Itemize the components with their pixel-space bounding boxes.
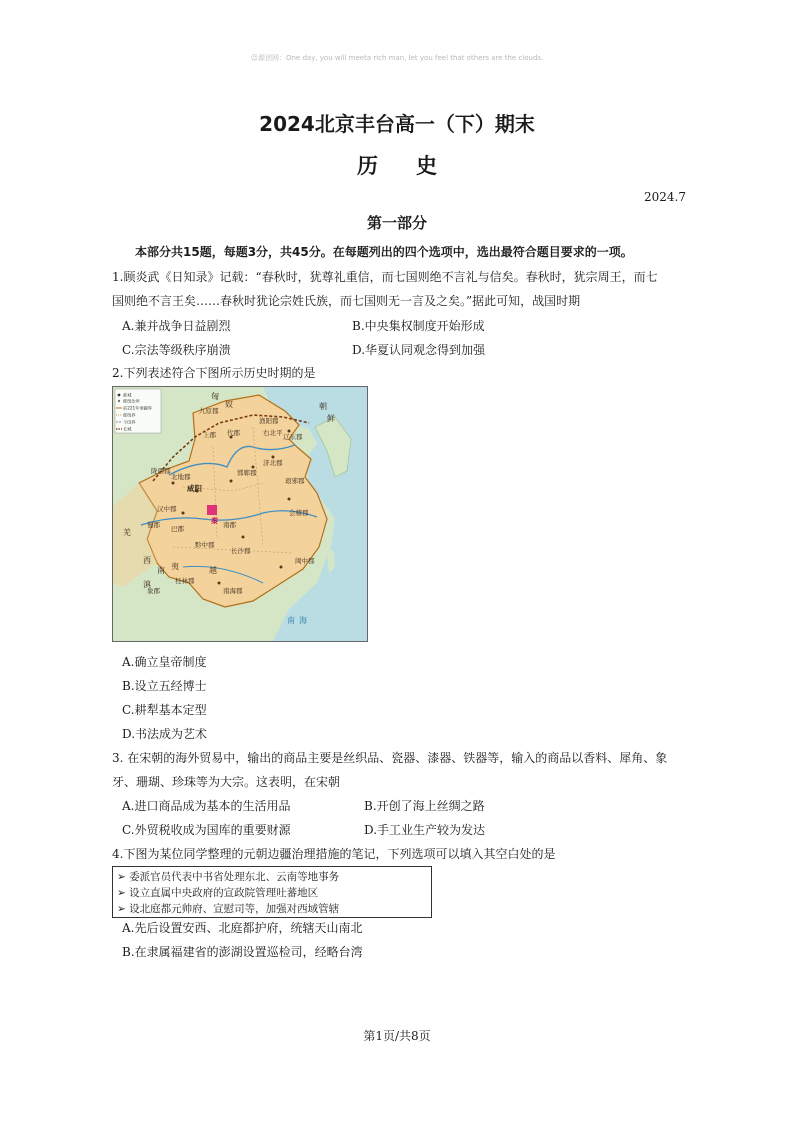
legend-great-wall: 长城 (123, 426, 132, 432)
label-sea-1: 南 (287, 616, 295, 625)
arrow-bullet-icon: ➢ (117, 871, 130, 883)
label-handan: 邯郸郡 (237, 469, 257, 477)
legend-seat: 郡级治所 (123, 398, 140, 404)
q1-option-b[interactable]: B.中央集权制度开始形成 (352, 319, 485, 333)
label-sea-2: 海 (299, 616, 307, 625)
q3-option-b[interactable]: B.开创了海上丝绸之路 (364, 799, 485, 813)
arrow-bullet-icon: ➢ (117, 887, 130, 899)
q2-option-a[interactable]: A.确立皇帝制度 (122, 655, 207, 669)
subject-title: 历史 (357, 154, 475, 178)
label-chaoxian-2: 鲜 (327, 414, 335, 423)
q2-option-b[interactable]: B.设立五经博士 (122, 679, 207, 693)
label-dian: 滇 (143, 580, 151, 589)
label-qin: 秦 (211, 517, 218, 525)
label-langya: 琅邪郡 (285, 477, 305, 485)
label-daijun: 代郡 (227, 429, 240, 437)
q4-stem: 4.下图为某位同学整理的元朝边疆治理措施的笔记，下列选项可以填入其空白处的是 (112, 847, 556, 861)
qin-dynasty-map (112, 386, 368, 642)
label-chaoxian-1: 朝 (319, 402, 327, 411)
q4-note-3-text: 设北庭都元帅府、宣慰司等，加强对西域管辖 (129, 903, 340, 915)
legend-commandery: 郡级界 (123, 412, 136, 418)
label-xiangjun: 象郡 (147, 587, 160, 595)
label-shujun: 蜀郡 (147, 521, 160, 529)
label-xiongnu-2: 奴 (225, 400, 233, 409)
label-qiang: 羌 (123, 528, 131, 537)
label-yuyang: 渔阳郡 (259, 417, 279, 425)
label-bajun: 巴郡 (171, 525, 184, 533)
q4-option-a[interactable]: A.先后设置安西、北庭都护府，统辖天山南北 (122, 921, 363, 935)
label-changsha: 长沙郡 (231, 547, 251, 555)
label-qianzhong: 黔中郡 (195, 541, 215, 549)
label-xiongnu-1: 匈 (211, 392, 219, 401)
map-capital-marker (207, 505, 217, 515)
label-liaodong: 辽东郡 (283, 433, 303, 441)
label-kuaiji: 会稽郡 (289, 509, 309, 517)
page-footer: 第1页/共8页 (363, 1029, 431, 1043)
q1-option-a[interactable]: A.兼并战争日益剧烈 (122, 319, 231, 333)
section-title: 第一部分 (366, 214, 427, 232)
label-jibei: 济北郡 (263, 459, 283, 467)
q2-option-d[interactable]: D.书法成为艺术 (122, 727, 208, 741)
q4-note-3 (117, 901, 339, 916)
q4-note-1-text: 委派官员代表中书省处理东北、云南等地事务 (129, 871, 340, 883)
label-hanzhong: 汉中郡 (157, 505, 177, 513)
q2-stem: 2.下列表述符合下图所示历史时期的是 (112, 366, 316, 380)
legend-border: 前221年秦疆界 (123, 405, 152, 411)
q3-stem-line1: 3. 在宋朝的海外贸易中，输出的商品主要是丝织品、瓷器、漆器、铁器等，输入的商品以香料、犀角、象 (112, 751, 668, 765)
legend-capital: 都城 (123, 392, 132, 398)
q3-option-c[interactable]: C.外贸税收成为国库的重要财源 (122, 823, 291, 837)
q3-option-d[interactable]: D.手工业生产较为发达 (364, 823, 486, 837)
label-longxi: 陇西郡 (151, 467, 171, 475)
q1-stem-line1: 1.顾炎武《日知录》记载：“春秋时，犹尊礼重信，而七国则绝不言礼与信矣。春秋时，犹宗周王，而七 (112, 270, 658, 284)
q4-note-2 (117, 885, 318, 900)
label-nanjun: 南郡 (223, 521, 236, 529)
label-beidi: 北地郡 (171, 473, 191, 481)
q4-option-b[interactable]: B.在隶属福建省的澎湖设置巡检司，经略台湾 (122, 945, 363, 959)
label-guilin: 桂林郡 (175, 577, 195, 585)
map-legend-box (115, 389, 161, 433)
q4-note-2-text: 设立直属中央政府的宣政院管理吐蕃地区 (129, 887, 319, 899)
exam-title: 2024北京丰台高一（下）期末 (259, 112, 535, 136)
q4-note-1 (117, 869, 339, 884)
q3-option-a[interactable]: A.进口商品成为基本的生活用品 (122, 799, 291, 813)
label-shangjun: 上郡 (203, 431, 216, 439)
label-xinan-2: 南 (157, 566, 165, 575)
q1-option-c[interactable]: C.宗法等级秩序崩溃 (122, 343, 231, 357)
legend-modern: 今国界 (123, 419, 136, 425)
label-minzhong: 闽中郡 (295, 557, 315, 565)
q2-option-c[interactable]: C.耕犁基本定型 (122, 703, 207, 717)
label-nanhai: 南海郡 (223, 587, 243, 595)
q3-stem-line2: 牙、珊瑚、珍珠等为大宗。这表明，在宋朝 (112, 775, 341, 789)
exam-date: 2024.7 (644, 190, 686, 204)
q4-notes-box (112, 866, 432, 918)
arrow-bullet-icon: ➢ (117, 903, 130, 915)
label-yi: 夷 (171, 562, 179, 571)
q1-option-d[interactable]: D.华夏认同观念得到加强 (352, 343, 486, 357)
instructions: 本部分共15题，每题3分，共45分。在每题列出的四个选项中，选出最符合题目要求的一项。 (135, 245, 633, 259)
label-jiuyuan: 九原郡 (199, 407, 219, 415)
label-youbeiping: 右北平 (263, 429, 283, 437)
watermark: ☺源创网：One day, you will meeta rich man, let you feel that others are the clouds. (250, 54, 544, 62)
label-yue: 越 (209, 566, 217, 575)
label-xinan-1: 西 (143, 556, 151, 565)
q1-stem-line2: 国则绝不言王矣……春秋时犹论宗姓氏族，而七国则无一言及之矣。”据此可知，战国时期 (112, 294, 581, 308)
label-xianyang: 咸阳 (187, 484, 202, 493)
